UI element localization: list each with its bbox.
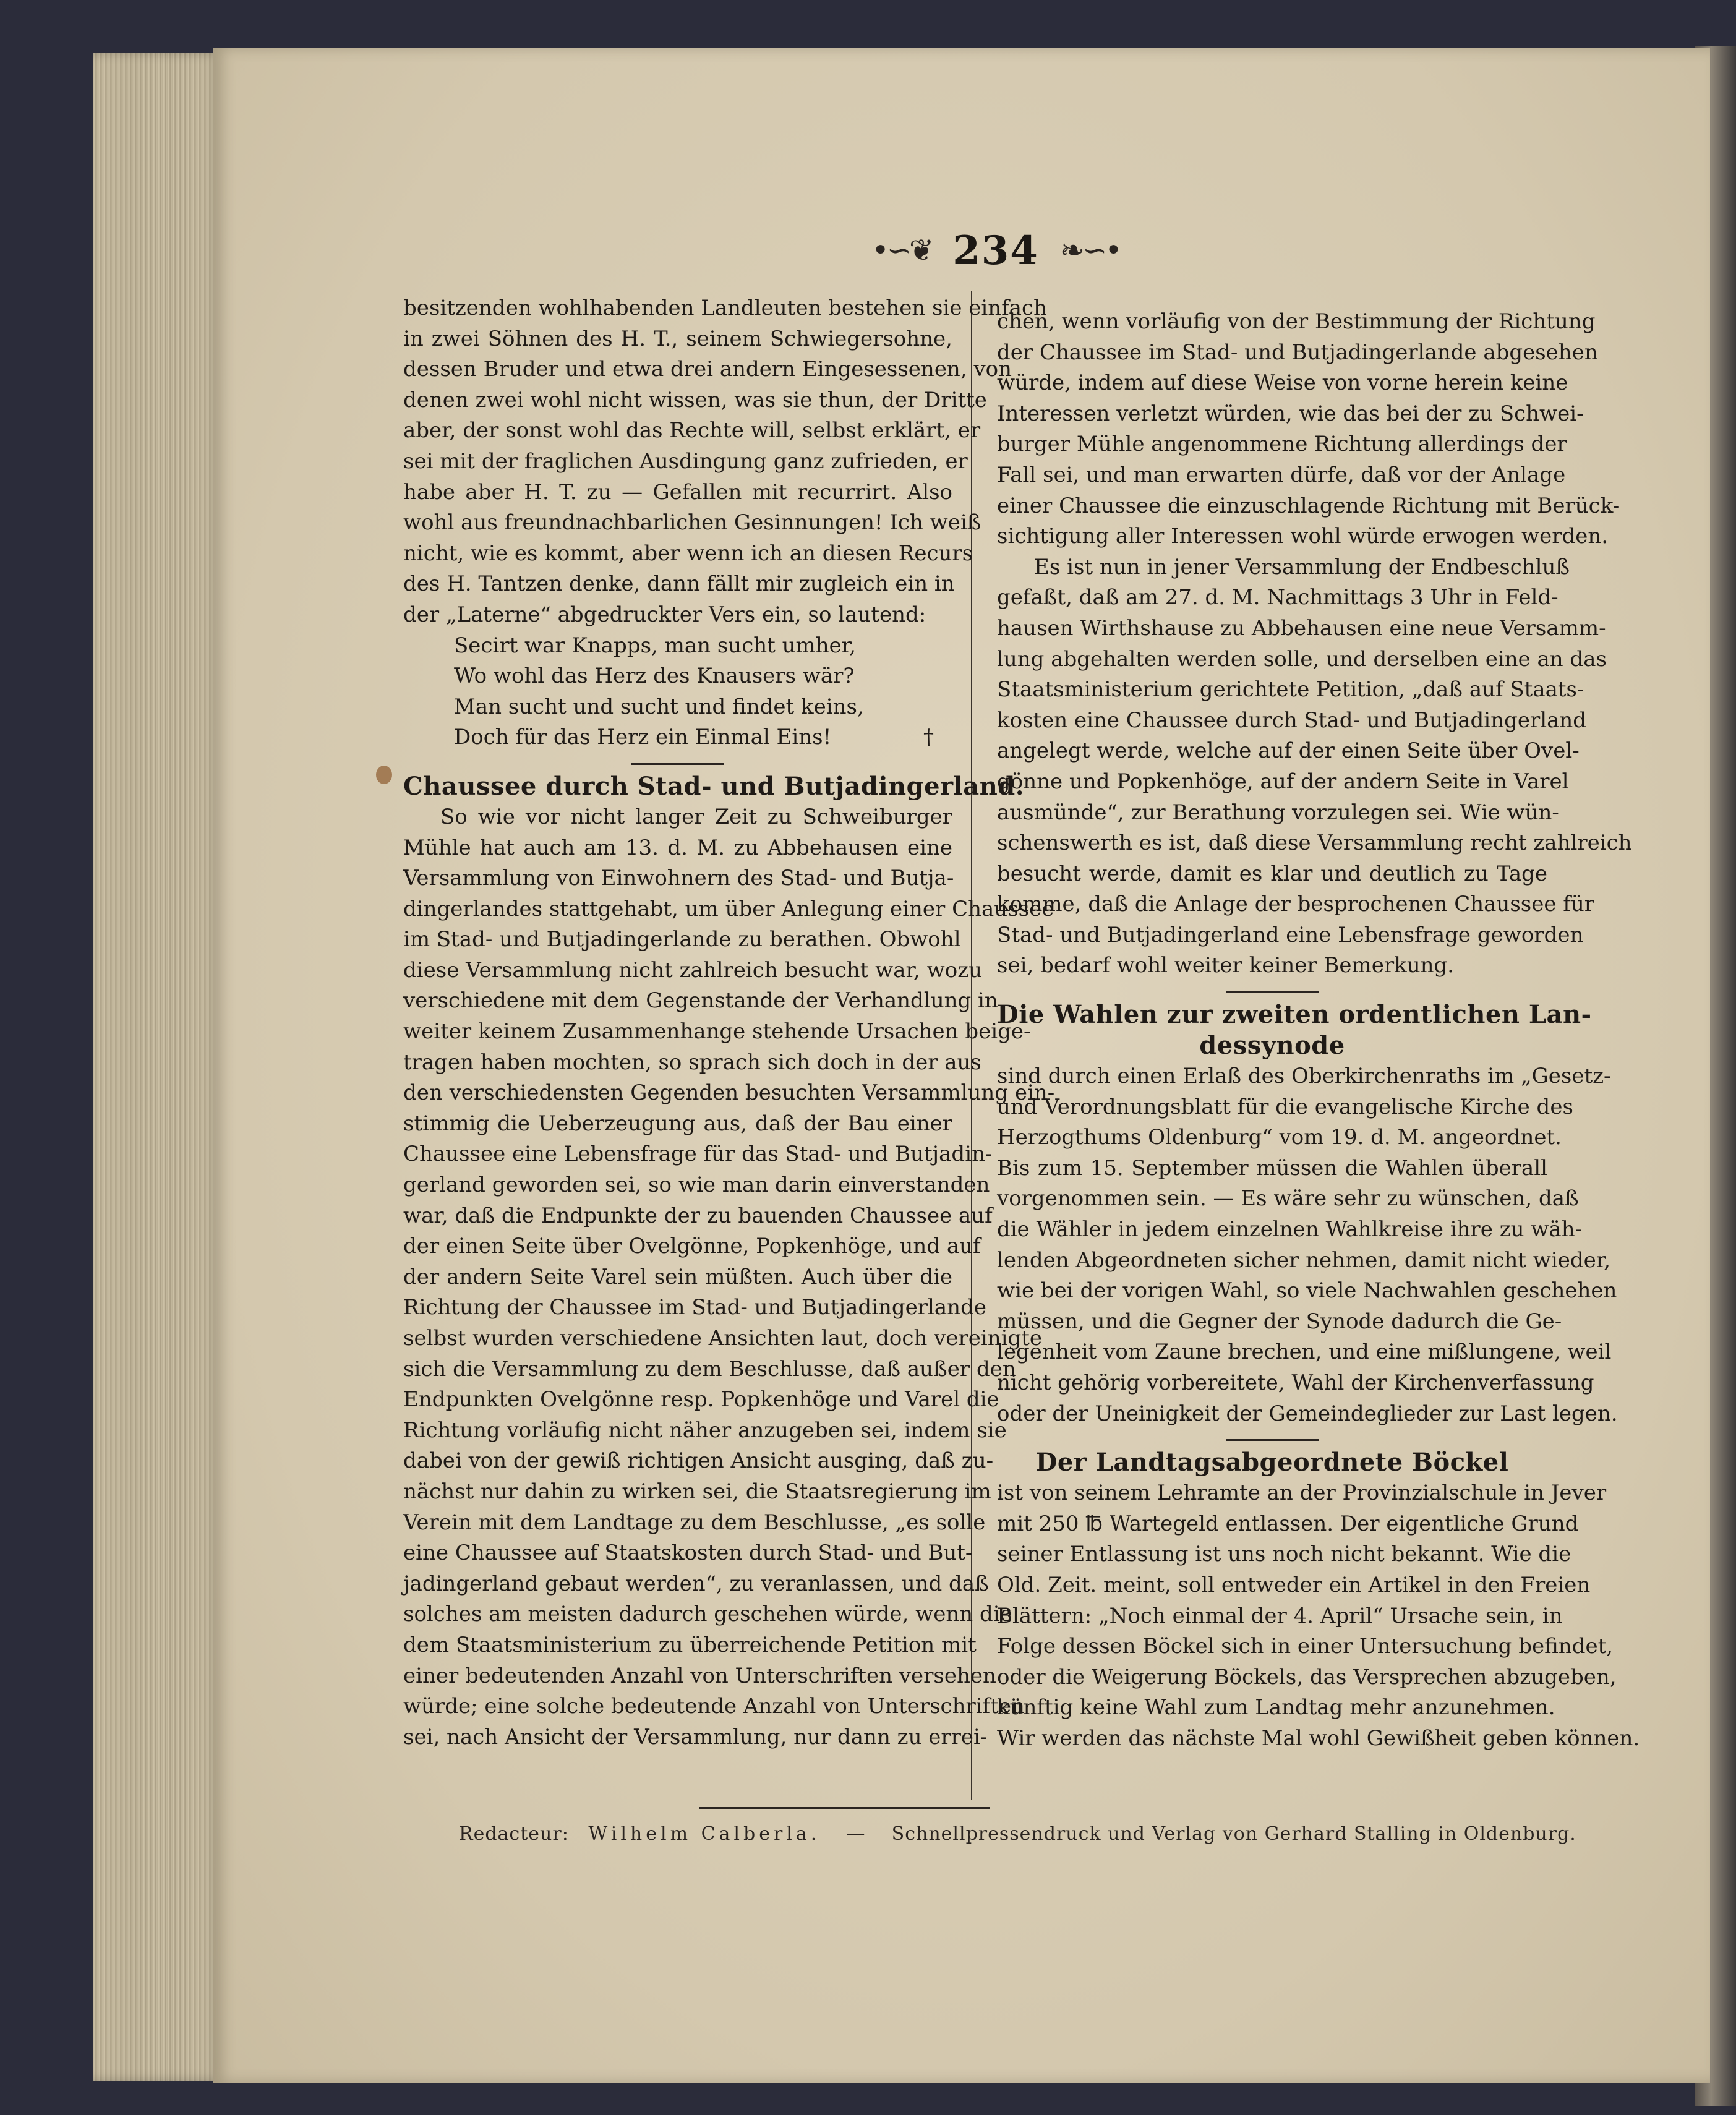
text-line: Richtung der Chaussee im Stad- und Butjadingerlande: [403, 1295, 986, 1320]
text-line: sind durch einen Erlaß des Oberkirchenraths im „Gesetz-: [997, 1064, 1611, 1089]
text-line: oder der Uneinigkeit der Gemeindeglieder zur Last legen.: [997, 1401, 1618, 1426]
text-line: nicht, wie es kommt, aber wenn ich an diesen Recurs: [403, 540, 973, 566]
text-line: ist von seinem Lehramte an der Provinzialschule in Jever: [997, 1480, 1607, 1506]
text-line: Mühle hat auch am 13. d. M. zu Abbehausen eine: [403, 835, 952, 860]
ink-stain: [376, 766, 392, 784]
text-line: angelegt werde, welche auf der einen Seite über Ovel-: [997, 738, 1580, 764]
text-line: selbst wurden verschiedene Ansichten laut, doch vereinigte: [403, 1326, 1043, 1351]
text-line: Wir werden das nächste Mal wohl Gewißheit geben können.: [997, 1725, 1640, 1751]
text-line: kosten eine Chaussee durch Stad- und Butjadingerland: [997, 707, 1587, 733]
text-line: sich die Versammlung zu dem Beschlusse, daß außer den: [403, 1356, 1016, 1382]
text-line: denen zwei wohl nicht wissen, was sie thun, der Dritte: [403, 387, 987, 412]
text-line: in zwei Söhnen des H. T., seinem Schwiegersohne,: [403, 326, 952, 351]
text-line: Versammlung von Einwohnern des Stad- und Butja-: [403, 866, 954, 891]
text-line: mit 250 ℔ Wartegeld entlassen. Der eigentliche Grund: [997, 1511, 1579, 1536]
text-line: diese Versammlung nicht zahlreich besucht war, wozu: [403, 957, 983, 983]
text-line: müssen, und die Gegner der Synode dadurch die Ge-: [997, 1309, 1562, 1334]
text-line: komme, daß die Anlage der besprochenen Chaussee für: [997, 892, 1595, 917]
printer-imprint: Schnellpressendruck und Verlag von Gerhard Stalling in Oldenburg.: [891, 1823, 1576, 1845]
text-line: dessen Bruder und etwa drei andern Eingesessenen, von: [403, 357, 1012, 382]
text-line: einer bedeutenden Anzahl von Unterschriften versehen: [403, 1663, 996, 1688]
text-line: chen, wenn vorläufig von der Bestimmung der Richtung: [997, 309, 1596, 334]
text-line: oder die Weigerung Böckels, das Versprechen abzugeben,: [997, 1664, 1617, 1690]
text-line: vorgenommen sein. — Es wäre sehr zu wünschen, daß: [997, 1186, 1579, 1211]
verse-line: Secirt war Knapps, man sucht umher,: [454, 633, 857, 658]
text-line: tragen haben mochten, so sprach sich doch in der aus: [403, 1049, 981, 1075]
text-line: besitzenden wohlhabenden Landleuten bestehen sie einfach: [403, 296, 1047, 320]
text-line: Chaussee eine Lebensfrage für das Stad- und Butjadin-: [403, 1142, 993, 1167]
text-line: gönne und Popkenhöge, auf der andern Seite in Varel: [997, 769, 1569, 794]
text-line: dabei von der gewiß richtigen Ansicht ausging, daß zu-: [403, 1448, 994, 1474]
text-line: nächst nur dahin zu wirken sei, die Staatsregierung im: [403, 1479, 991, 1504]
text-line: Herzogthums Oldenburg“ vom 19. d. M. angeordnet.: [997, 1125, 1562, 1150]
text-line: lenden Abgeordneten sicher nehmen, damit nicht wieder,: [997, 1247, 1611, 1273]
text-line: schenswerth es ist, daß diese Versammlung recht zahlreich: [997, 831, 1632, 856]
verse-line: Doch für das Herz ein Einmal Eins!: [454, 725, 832, 750]
footer-dash: —: [846, 1823, 866, 1845]
text-line: So wie vor nicht langer Zeit zu Schweiburger: [440, 804, 952, 829]
text-line: gerland geworden sei, so wie man darin einverstanden: [403, 1173, 990, 1198]
text-line: seiner Entlassung ist uns noch nicht bekannt. Wie die: [997, 1542, 1571, 1567]
page-edges-stack: [93, 53, 223, 2081]
text-line: aber, der sonst wohl das Rechte will, selbst erklärt, er: [403, 418, 981, 443]
text-line: sei mit der fraglichen Ausdingung ganz zufrieden, er: [403, 448, 968, 474]
verse-line: Man sucht und sucht und findet keins,: [454, 694, 864, 719]
text-line: der „Laterne“ abgedruckter Vers ein, so lautend:: [403, 602, 926, 627]
page-header: [829, 223, 1163, 278]
text-line: den verschiedensten Gegenden besuchten Versammlung ein-: [403, 1080, 1055, 1106]
section-rule: [1226, 991, 1319, 993]
text-line: einer Chaussee die einzuschlagende Richtung mit Berück-: [997, 493, 1620, 518]
text-line: die Wähler in jedem einzelnen Wahlkreise ihre zu wäh-: [997, 1217, 1583, 1242]
editor-name: Wilhelm Calberla.: [588, 1823, 821, 1845]
text-line: Folge dessen Böckel sich in einer Untersuchung befindet,: [997, 1634, 1614, 1659]
text-line: sichtigung aller Interessen wohl würde erwogen werden.: [997, 524, 1609, 549]
right-ornament-icon: ❧∽•: [1059, 233, 1120, 268]
page-number: 234: [952, 227, 1039, 274]
text-line: Endpunkten Ovelgönne resp. Popkenhöge und Varel die: [403, 1387, 999, 1412]
text-line: sei, bedarf wohl weiter keiner Bemerkung.: [997, 953, 1455, 978]
article-title-chaussee: Chaussee durch Stad- und Butjadingerland.: [403, 771, 1025, 801]
text-line: Verein mit dem Landtage zu dem Beschlusse, „es solle: [403, 1510, 986, 1535]
text-line: der einen Seite über Ovelgönne, Popkenhöge, und auf: [403, 1234, 981, 1259]
article-title-boeckel: Der Landtagsabgeordnete Böckel: [1035, 1448, 1509, 1477]
text-line: künftig keine Wahl zum Landtag mehr anzunehmen.: [997, 1695, 1555, 1720]
text-line: Interessen verletzt würden, wie das bei der zu Schwei-: [997, 401, 1584, 426]
text-line: des H. Tantzen denke, dann fällt mir zugleich ein in: [403, 571, 955, 597]
text-line: eine Chaussee auf Staatskosten durch Stad- und But-: [403, 1540, 973, 1566]
text-line: dem Staatsministerium zu überreichende Petition mit: [403, 1632, 977, 1657]
text-line: Fall sei, und man erwarten dürfe, daß vor der Anlage: [997, 462, 1566, 487]
verse-line: Wo wohl das Herz des Knausers wär?: [454, 664, 855, 689]
section-rule: [1226, 1439, 1319, 1441]
text-line: würde, indem auf diese Weise von vorne herein keine: [997, 370, 1568, 396]
text-line: war, daß die Endpunkte der zu bauenden Chaussee auf: [403, 1203, 993, 1228]
text-line: würde; eine solche bedeutende Anzahl von Unterschriften: [403, 1694, 1025, 1719]
left-column: [403, 293, 1055, 1753]
text-line: der andern Seite Varel sein müßten. Auch über die: [403, 1264, 952, 1289]
text-line: im Stad- und Butjadingerlande zu berathen. Obwohl: [403, 927, 961, 952]
text-line: solches am meisten dadurch geschehen würde, wenn die: [403, 1602, 1012, 1627]
text-line: Bis zum 15. September müssen die Wahlen überall: [997, 1155, 1547, 1181]
text-line: burger Mühle angenommene Richtung allerdings der: [997, 432, 1567, 457]
text-line: Staatsministerium gerichtete Petition, „daß auf Staats-: [997, 677, 1584, 703]
text-line: dingerlandes stattgehabt, um über Anlegung einer Chaussee: [403, 896, 1054, 921]
text-line: und Verordnungsblatt für die evangelische Kirche des: [997, 1094, 1573, 1119]
text-line: verschiedene mit dem Gegenstande der Verhandlung in: [403, 988, 998, 1014]
editor-label: Redacteur:: [459, 1823, 569, 1845]
article-title-synod-cont: dessynode: [1199, 1031, 1345, 1061]
verse-final-row: [403, 722, 952, 753]
text-line: wohl aus freundnachbarlichen Gesinnungen! Ich weiß: [403, 510, 981, 536]
section-rule: [631, 763, 724, 765]
text-line: Blättern: „Noch einmal der 4. April“ Ursache sein, in: [997, 1603, 1563, 1628]
text-line: ausmünde“, zur Berathung vorzulegen sei. Wie wün-: [997, 800, 1559, 825]
text-line: Stad- und Butjadingerland eine Lebensfrage geworden: [997, 922, 1584, 947]
right-column: [997, 307, 1640, 1754]
text-line: lung abgehalten werden solle, und derselben eine an das: [997, 646, 1607, 672]
text-line: wie bei der vorigen Wahl, so viele Nachwahlen geschehen: [997, 1278, 1617, 1304]
text-line: jadingerland gebaut werden“, zu veranlassen, und daß: [403, 1571, 989, 1596]
text-line: stimmig die Ueberzeugung aus, daß der Bau einer: [403, 1111, 952, 1136]
text-line: Old. Zeit. meint, soll entweder ein Artikel in den Freien: [997, 1572, 1591, 1597]
text-line: gefaßt, daß am 27. d. M. Nachmittags 3 Uhr in Feld-: [997, 585, 1559, 610]
text-line: nicht gehörig vorbereitete, Wahl der Kirchenverfassung: [997, 1370, 1594, 1395]
text-line: legenheit vom Zaune brechen, und eine mißlungene, weil: [997, 1340, 1612, 1365]
article-title-synod: Die Wahlen zur zweiten ordentlichen Lan-: [997, 1000, 1592, 1030]
text-line: Richtung vorläufig nicht näher anzugeben sei, indem sie: [403, 1417, 1007, 1443]
footer-rule: [699, 1807, 990, 1809]
text-line: habe aber H. T. zu — Gefallen mit recurrirt. Also: [403, 479, 952, 505]
text-line: hausen Wirthshause zu Abbehausen eine neue Versamm-: [997, 615, 1606, 641]
text-line: besucht werde, damit es klar und deutlich zu Tage: [997, 861, 1547, 886]
text-line: Es ist nun in jener Versammlung der Endbeschluß: [1034, 554, 1570, 579]
text-line: der Chaussee im Stad- und Butjadingerlande abgesehen: [997, 340, 1598, 365]
left-ornament-icon: •∽❦: [871, 233, 932, 268]
text-line: sei, nach Ansicht der Versammlung, nur dann zu errei-: [403, 1724, 988, 1750]
text-line: weiter keinem Zusammenhange stehende Ursachen beige-: [403, 1019, 1031, 1045]
dagger-mark: †: [923, 725, 934, 750]
imprint-footer: [459, 1823, 1576, 1854]
